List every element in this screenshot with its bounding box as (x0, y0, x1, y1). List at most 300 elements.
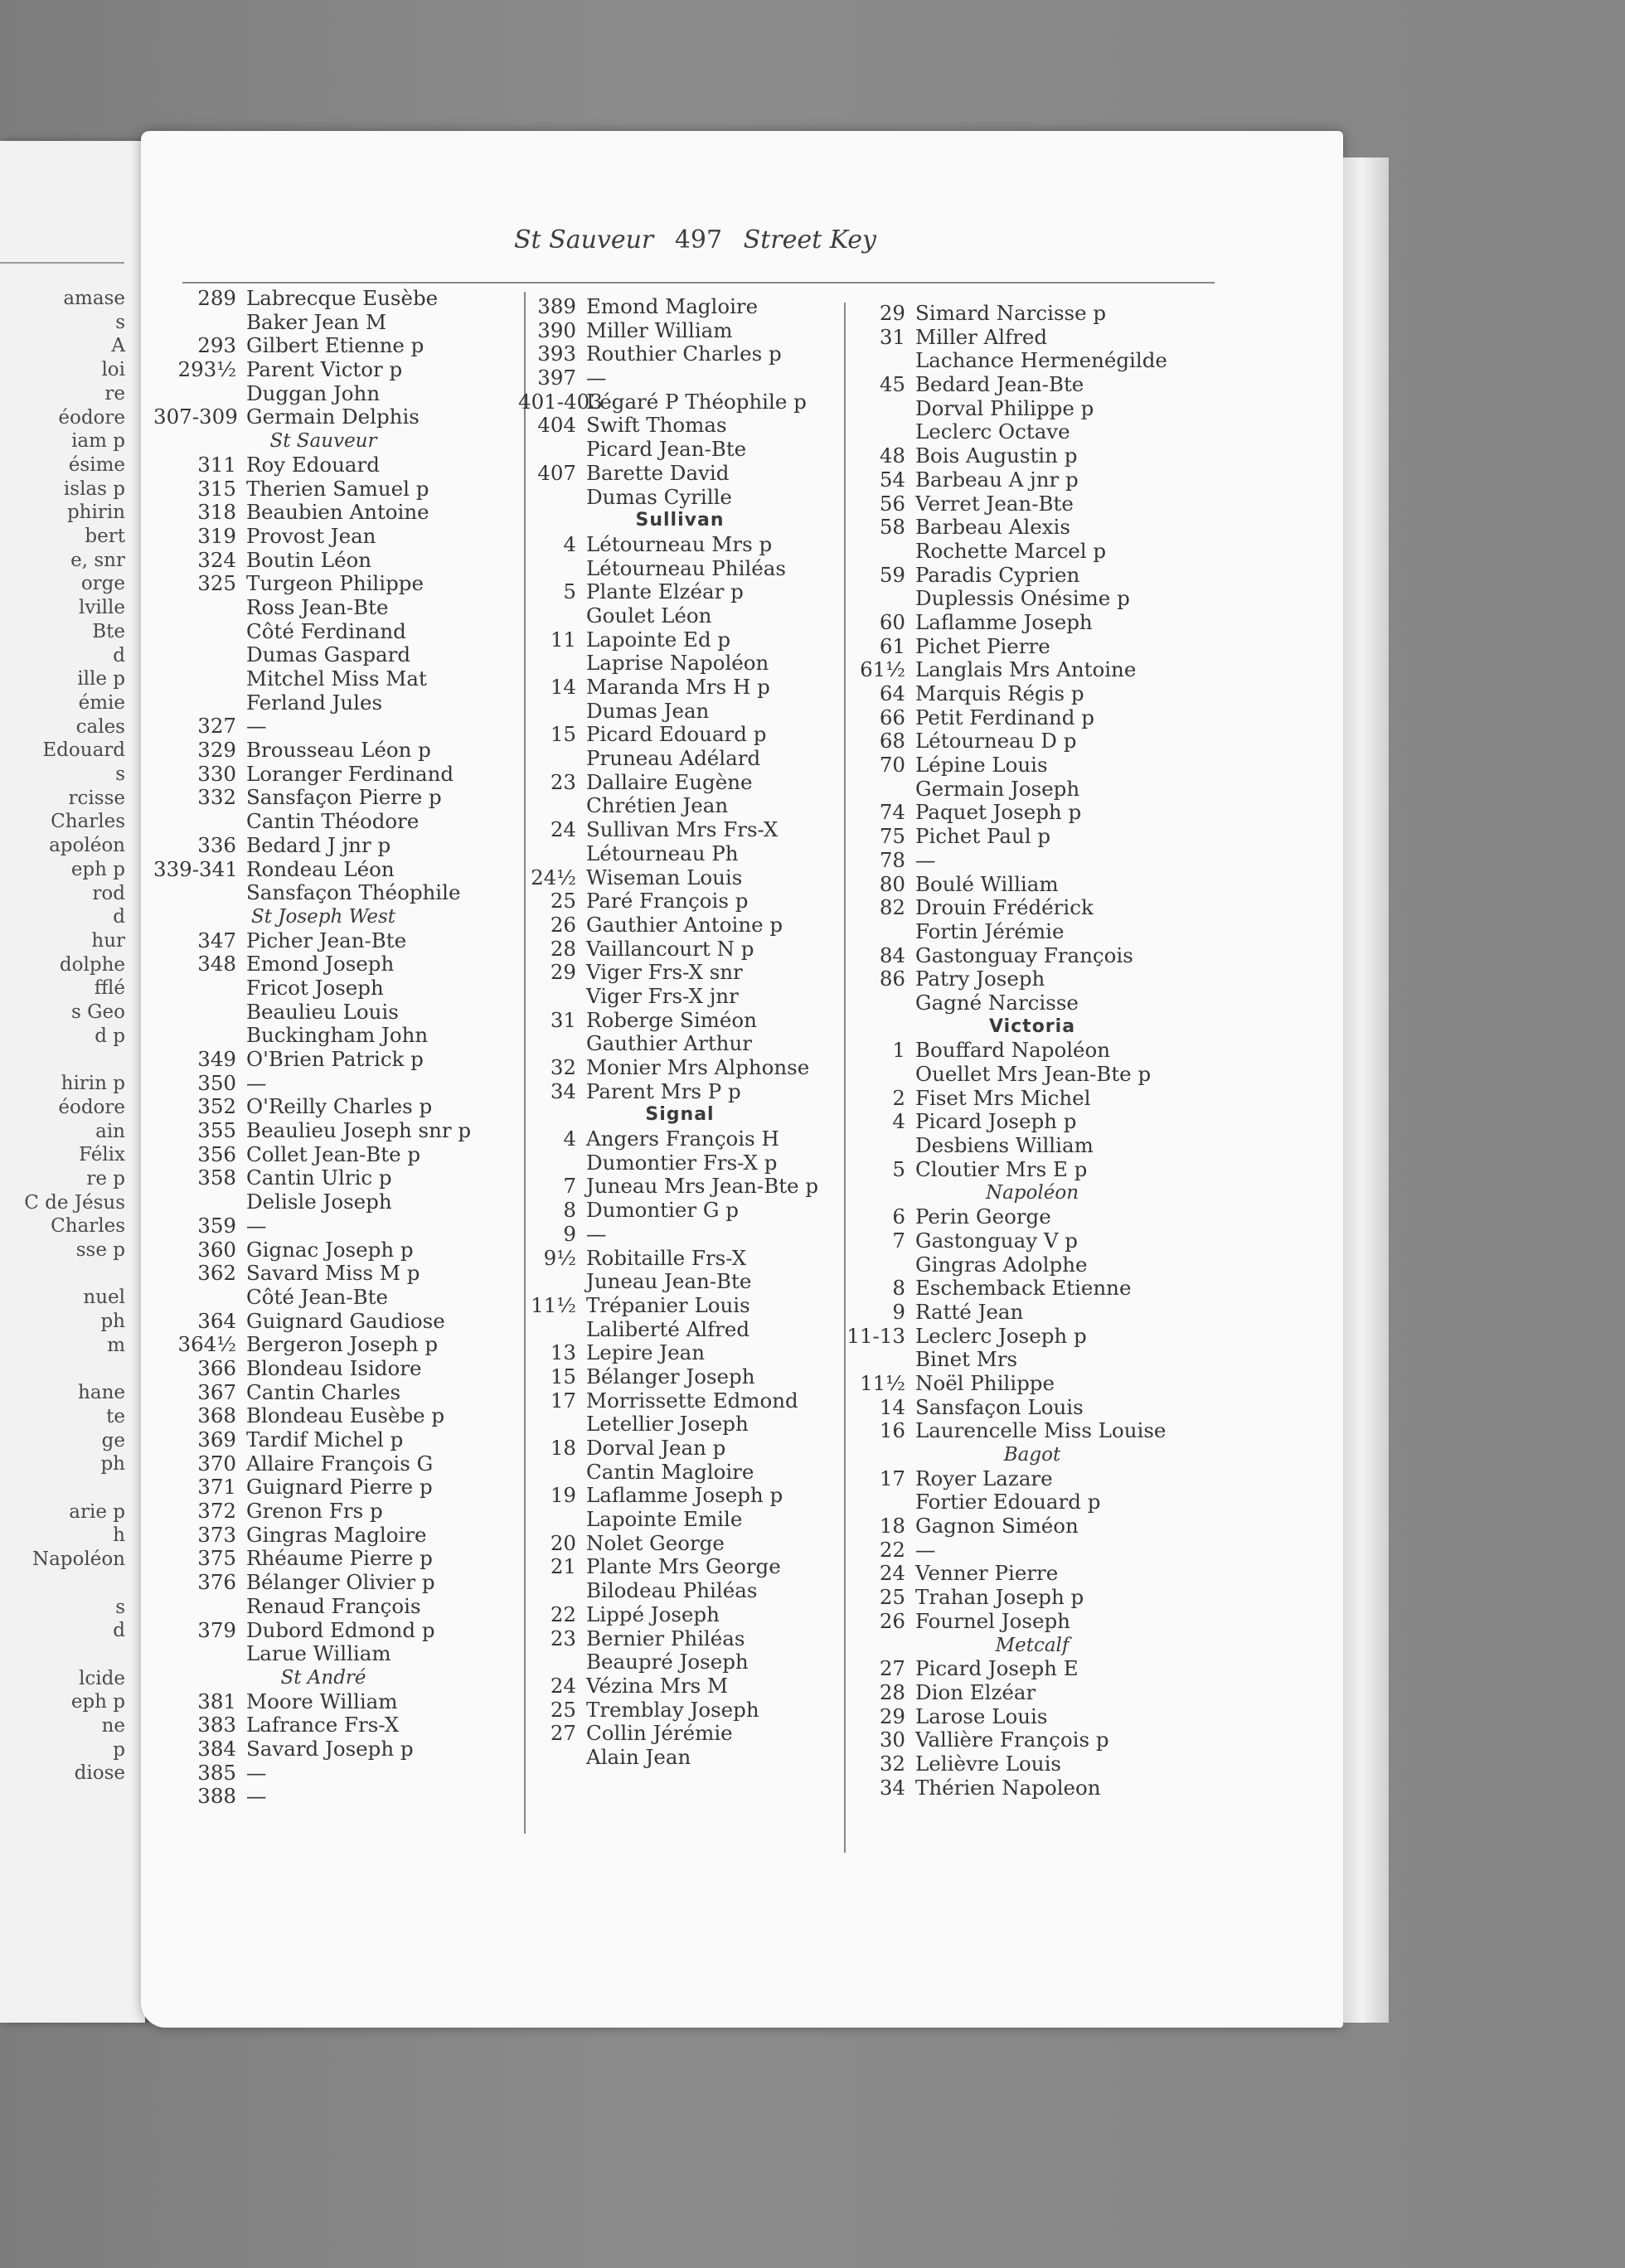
house-number: 293 (197, 333, 236, 358)
house-number: 358 (197, 1166, 236, 1190)
directory-entry (846, 729, 1219, 754)
house-number: 385 (197, 1760, 236, 1785)
directory-entry (153, 1072, 493, 1096)
street-heading (846, 1015, 1219, 1040)
resident-name: Barbeau A jnr p (915, 467, 1079, 492)
resident-name: Langlais Mrs Antoine (915, 657, 1137, 682)
resident-name: Duggan John (246, 380, 381, 405)
house-number: 11½ (531, 1292, 576, 1317)
directory-entry (153, 858, 493, 882)
left-page-fragment: m (107, 1334, 125, 1356)
resident-name: Gagné Narcisse (915, 990, 1079, 1015)
directory-entry (846, 1063, 1219, 1087)
house-number (518, 1032, 586, 1056)
house-number: 59 (879, 562, 905, 587)
directory-entry (518, 1056, 842, 1080)
directory-entry (153, 1428, 493, 1452)
left-page-fragment: Edouard (42, 739, 125, 762)
resident-name: Ouellet Mrs Jean-Bte p (915, 1062, 1152, 1086)
resident-name: Dorval Jean p (586, 1436, 726, 1460)
directory-entry (846, 1419, 1219, 1443)
directory-entry (153, 1690, 493, 1714)
house-number: 23 (550, 1626, 576, 1650)
cross-street-label (153, 1666, 493, 1690)
resident-name: Drouin Frédérick (915, 895, 1094, 920)
resident-name: Trahan Joseph p (915, 1585, 1084, 1610)
resident-name: Noël Philippe (915, 1370, 1055, 1395)
house-number (153, 691, 246, 715)
directory-entry (846, 564, 1219, 588)
resident-name: Létourneau Ph (586, 841, 739, 865)
resident-name: Gastonguay François (915, 943, 1133, 967)
directory-entry (518, 580, 842, 604)
left-page-fragment: ph (100, 1453, 125, 1476)
directory-entry (153, 1737, 493, 1762)
resident-name: Duplessis Onésime p (915, 586, 1130, 611)
directory-entry (518, 771, 842, 795)
house-number (846, 1134, 915, 1158)
left-page-fragment: ge (101, 1429, 125, 1451)
resident-name: Bernier Philéas (586, 1626, 745, 1650)
directory-entry (153, 525, 493, 549)
directory-entry (518, 866, 842, 890)
resident-name: Guignard Pierre p (246, 1475, 433, 1500)
directory-entry (846, 1514, 1219, 1539)
left-page-fragment: te (106, 1405, 125, 1427)
cross-street-text: Bagot (1003, 1444, 1061, 1466)
resident-name: Fiset Mrs Michel (915, 1085, 1091, 1110)
house-number: 329 (197, 738, 236, 763)
house-number: 9½ (543, 1245, 576, 1270)
directory-entry (153, 1214, 493, 1238)
directory-entry (153, 1381, 493, 1405)
house-number: 32 (879, 1751, 905, 1776)
resident-name: — (246, 1760, 267, 1785)
directory-entry (846, 1562, 1219, 1586)
house-number: 348 (197, 952, 236, 976)
directory-entry (153, 1619, 493, 1643)
resident-name: Vézina Mrs M (586, 1673, 729, 1698)
resident-name: Létourneau D p (915, 729, 1077, 754)
directory-entry (518, 1532, 842, 1556)
house-number (153, 1024, 246, 1048)
directory-entry (518, 1199, 842, 1223)
house-number (153, 1001, 246, 1025)
house-number: 311 (197, 452, 236, 477)
left-page-rule (0, 262, 124, 264)
house-number (518, 1650, 586, 1674)
house-number: 22 (879, 1537, 905, 1562)
resident-name: Viger Frs-X jnr (586, 983, 739, 1008)
directory-entry (153, 976, 493, 1001)
house-number: 14 (879, 1394, 905, 1419)
resident-name: Dorval Philippe p (915, 395, 1094, 420)
directory-entry (846, 754, 1219, 778)
house-number (518, 652, 586, 676)
left-page-fragment: Charles (51, 811, 125, 833)
resident-name: Sullivan Mrs Frs-X (586, 817, 779, 842)
house-number (518, 438, 586, 462)
directory-entry (518, 1294, 842, 1318)
resident-name: Dallaire Eugène (586, 769, 753, 794)
resident-name: Dumas Jean (586, 698, 710, 723)
street-heading-text: Signal (645, 1104, 715, 1126)
directory-entry (153, 810, 493, 834)
house-number (846, 349, 915, 373)
directory-entry (518, 985, 842, 1009)
house-number: 318 (197, 500, 236, 525)
resident-name: — (586, 366, 607, 390)
directory-entry (153, 311, 493, 335)
house-number (153, 311, 246, 335)
directory-entry (518, 1627, 842, 1651)
left-page-fragment: islas p (63, 477, 125, 500)
resident-name: Juneau Mrs Jean-Bte p (586, 1174, 819, 1199)
house-number: 61 (879, 633, 905, 658)
directory-entry (846, 1301, 1219, 1325)
directory-entry (518, 1555, 842, 1579)
house-number: 20 (550, 1530, 576, 1555)
resident-name: Dumas Gaspard (246, 642, 411, 667)
directory-entry (153, 834, 493, 858)
directory-entry (518, 914, 842, 938)
left-page-fragment: dolphe (59, 953, 125, 976)
house-number: 9 (892, 1299, 905, 1324)
left-page-fragment: Napoléon (32, 1548, 125, 1571)
directory-entry (153, 596, 493, 620)
directory-entry (153, 1024, 493, 1048)
resident-name: Larue William (246, 1641, 391, 1666)
left-page-fragment: loi (101, 359, 125, 381)
house-number: 325 (197, 571, 236, 596)
resident-name: Robitaille Frs-X (586, 1245, 747, 1270)
house-number: 56 (879, 491, 905, 516)
house-number: 379 (197, 1617, 236, 1642)
resident-name: Vaillancourt N p (586, 936, 754, 961)
directory-entry (153, 1310, 493, 1334)
resident-name: Morrissette Edmond (586, 1388, 798, 1413)
directory-entry (518, 676, 842, 700)
house-number (518, 486, 586, 510)
resident-name: Collet Jean-Bte p (246, 1141, 421, 1166)
resident-name: Marquis Régis p (915, 681, 1084, 705)
column-2 (518, 295, 842, 1770)
resident-name: Cloutier Mrs E p (915, 1156, 1088, 1181)
resident-name: Lepire Jean (586, 1340, 705, 1365)
resident-name: Picard Joseph E (915, 1656, 1079, 1681)
house-number: 289 (197, 286, 236, 310)
house-number: 6 (892, 1204, 905, 1229)
resident-name: Loranger Ferdinand (246, 761, 454, 786)
directory-entry (153, 382, 493, 406)
house-number: 11½ (860, 1370, 905, 1395)
directory-entry (518, 961, 842, 985)
left-page-fragment: lville (78, 597, 125, 619)
house-number: 68 (879, 729, 905, 754)
resident-name: Fricot Joseph (246, 975, 384, 1000)
directory-entry (846, 944, 1219, 968)
resident-name: Rhéaume Pierre p (246, 1546, 433, 1571)
house-number (153, 620, 246, 644)
cross-street-label (846, 1181, 1219, 1205)
left-page-fragment: éodore (58, 406, 125, 429)
directory-entry (153, 1119, 493, 1143)
directory-entry (518, 1508, 842, 1532)
house-number: 48 (879, 443, 905, 468)
resident-name: Blondeau Isidore (246, 1355, 422, 1380)
directory-entry (846, 302, 1219, 326)
left-page-fragment: eph p (70, 858, 125, 880)
directory-entry (518, 700, 842, 724)
street-heading (518, 1103, 842, 1127)
house-number: 24 (879, 1561, 905, 1586)
directory-entry (846, 1467, 1219, 1491)
directory-entry (153, 1452, 493, 1476)
resident-name: Paradis Cyprien (915, 562, 1080, 587)
resident-name: Beaupré Joseph (586, 1650, 749, 1674)
house-number: 7 (892, 1228, 905, 1253)
resident-name: Dumas Cyrille (586, 484, 732, 509)
resident-name: — (246, 1213, 267, 1238)
house-number: 336 (197, 832, 236, 857)
resident-name: Vallière François p (915, 1728, 1109, 1752)
house-number (518, 604, 586, 628)
left-page (0, 141, 145, 2023)
directory-entry (518, 1032, 842, 1056)
left-page-fragment: apoléon (49, 835, 125, 857)
resident-name: Baker Jean M (246, 309, 387, 334)
house-number: 86 (879, 967, 905, 991)
directory-entry (518, 414, 842, 438)
directory-entry (518, 1413, 842, 1437)
house-number: 370 (197, 1451, 236, 1476)
resident-name: Picard Joseph p (915, 1109, 1077, 1134)
directory-entry (153, 287, 493, 311)
directory-entry (846, 706, 1219, 730)
resident-name: Fortin Jérémie (915, 918, 1065, 943)
house-number (846, 1063, 915, 1087)
resident-name: Gagnon Siméon (915, 1514, 1079, 1539)
cross-street-text: St Joseph West (250, 905, 396, 928)
house-number: 4 (563, 1127, 576, 1151)
resident-name: Laliberté Alfred (586, 1316, 750, 1341)
house-number: 29 (879, 1703, 905, 1728)
house-number: 15 (550, 722, 576, 747)
directory-entry (153, 620, 493, 644)
house-number: 22 (550, 1602, 576, 1626)
directory-entry (153, 453, 493, 477)
resident-name: Gingras Adolphe (915, 1252, 1088, 1277)
resident-name: Sansfaçon Théophile (246, 880, 461, 905)
directory-entry (518, 723, 842, 747)
left-page-fragment: phirin (66, 502, 125, 524)
house-number: 64 (879, 681, 905, 705)
house-number: 15 (550, 1364, 576, 1388)
house-number: 30 (879, 1728, 905, 1752)
resident-name: Cantin Charles (246, 1379, 401, 1404)
directory-entry (153, 739, 493, 763)
left-page-fragment: ph (100, 1311, 125, 1333)
resident-name: Paré François p (586, 889, 749, 914)
column-3 (846, 302, 1219, 1800)
left-page-fragment: Félix (79, 1144, 125, 1166)
left-page-fragment: d p (95, 1025, 125, 1047)
resident-name: Patry Joseph (915, 967, 1045, 991)
resident-name: Buckingham John (246, 1023, 429, 1048)
resident-name: Lépine Louis (915, 753, 1048, 778)
resident-name: Goulet Léon (586, 603, 712, 628)
directory-entry (518, 1175, 842, 1199)
directory-entry (846, 492, 1219, 516)
directory-entry (518, 842, 842, 866)
directory-entry (153, 334, 493, 358)
house-number: 16 (879, 1418, 905, 1443)
house-number: 366 (197, 1355, 236, 1380)
house-number: 352 (197, 1094, 236, 1119)
house-number: 84 (879, 943, 905, 967)
house-number: 21 (550, 1554, 576, 1579)
directory-entry (518, 628, 842, 652)
left-page-fragment: s Geo (71, 1001, 125, 1023)
resident-name: Therien Samuel p (246, 476, 429, 501)
directory-entry (153, 881, 493, 905)
left-page-fragment: e, snr (70, 549, 125, 571)
resident-name: Bélanger Olivier p (246, 1570, 435, 1595)
resident-name: Parent Victor p (246, 357, 403, 382)
directory-entry (846, 1325, 1219, 1349)
directory-entry (846, 1657, 1219, 1681)
resident-name: Emond Magloire (586, 294, 759, 318)
left-page-fragment: émie (78, 691, 125, 714)
directory-entry (153, 1524, 493, 1548)
house-number: 393 (537, 342, 576, 366)
directory-entry (846, 896, 1219, 920)
house-number: 324 (197, 547, 236, 572)
house-number: 293½ (177, 357, 236, 382)
directory-entry (518, 1437, 842, 1461)
directory-entry (153, 691, 493, 715)
directory-entry (153, 1190, 493, 1214)
resident-name: Perin George (915, 1204, 1051, 1229)
column-1 (153, 287, 493, 1809)
directory-entry (153, 501, 493, 525)
resident-name: Laurencelle Miss Louise (915, 1418, 1167, 1443)
house-number (153, 1286, 246, 1310)
resident-name: Routhier Charles p (586, 342, 782, 366)
left-page-fragment: A (111, 335, 125, 357)
house-number: 315 (197, 476, 236, 501)
directory-entry (518, 533, 842, 557)
resident-name: Germain Joseph (915, 776, 1080, 801)
page-number: 497 (674, 225, 723, 254)
resident-name: Alain Jean (586, 1744, 691, 1769)
resident-name: Tremblay Joseph (586, 1697, 759, 1722)
resident-name: Venner Pierre (915, 1561, 1059, 1586)
house-number: 364½ (177, 1332, 236, 1357)
house-number (153, 1642, 246, 1666)
directory-entry (846, 658, 1219, 682)
house-number: 61½ (860, 657, 905, 682)
house-number: 389 (537, 294, 576, 318)
house-number: 29 (879, 301, 905, 325)
house-number: 355 (197, 1118, 236, 1143)
resident-name: Germain Delphis (246, 405, 420, 429)
resident-name: Picard Edouard p (586, 722, 767, 747)
resident-name: Bergeron Joseph p (246, 1332, 439, 1357)
house-number: 356 (197, 1141, 236, 1166)
house-number: 372 (197, 1499, 236, 1524)
house-number: 31 (550, 1007, 576, 1032)
directory-entry (518, 1151, 842, 1175)
directory-entry (518, 462, 842, 486)
resident-name: Provost Jean (246, 523, 376, 548)
house-number: 27 (879, 1656, 905, 1681)
resident-name: Renaud François (246, 1593, 421, 1618)
resident-name: Gignac Joseph p (246, 1237, 414, 1262)
directory-entry (846, 349, 1219, 373)
house-number: 34 (550, 1078, 576, 1103)
resident-name: Barbeau Alexis (915, 515, 1070, 540)
directory-entry (153, 405, 493, 429)
directory-entry (518, 1699, 842, 1723)
house-number: 1 (892, 1038, 905, 1063)
house-number: 11 (550, 627, 576, 652)
directory-entry (846, 825, 1219, 849)
directory-entry (518, 604, 842, 628)
directory-entry (846, 444, 1219, 468)
resident-name: Letellier Joseph (586, 1412, 749, 1437)
house-number: 24 (550, 817, 576, 842)
left-page-fragment: ésime (68, 453, 125, 476)
directory-entry (846, 1728, 1219, 1752)
directory-entry (518, 295, 842, 319)
house-number (846, 587, 915, 611)
directory-entry (846, 1586, 1219, 1610)
house-number (518, 1270, 586, 1294)
directory-entry (518, 747, 842, 771)
house-number (518, 1151, 586, 1175)
directory-entry (846, 1610, 1219, 1634)
directory-entry (518, 938, 842, 962)
resident-name: Sansfaçon Louis (915, 1394, 1084, 1419)
left-page-fragment: re p (86, 1167, 125, 1190)
resident-name: Lapointe Ed p (586, 627, 731, 652)
resident-name: Laflamme Joseph (915, 609, 1093, 634)
resident-name: Emond Joseph (246, 952, 395, 976)
directory-entry (846, 611, 1219, 635)
directory-entry (846, 1490, 1219, 1514)
house-number: 350 (197, 1070, 236, 1095)
directory-entry (518, 1579, 842, 1603)
house-number: 4 (563, 531, 576, 556)
header-rule (182, 282, 1215, 284)
house-number: 74 (879, 800, 905, 825)
resident-name: Bouffard Napoléon (915, 1038, 1111, 1063)
directory-entry (153, 1713, 493, 1737)
house-number: 330 (197, 761, 236, 786)
resident-name: Mitchel Miss Mat (246, 666, 427, 691)
resident-name: Thérien Napoleon (915, 1775, 1101, 1800)
directory-entry (846, 326, 1219, 350)
resident-name: Dumontier Frs-X p (586, 1150, 778, 1175)
house-number: 34 (879, 1775, 905, 1800)
house-number: 23 (550, 769, 576, 794)
resident-name: Beaulieu Louis (246, 999, 399, 1024)
house-number: 4 (892, 1109, 905, 1134)
house-number: 7 (563, 1174, 576, 1199)
directory-entry (153, 1762, 493, 1786)
cross-street-label (846, 1634, 1219, 1658)
